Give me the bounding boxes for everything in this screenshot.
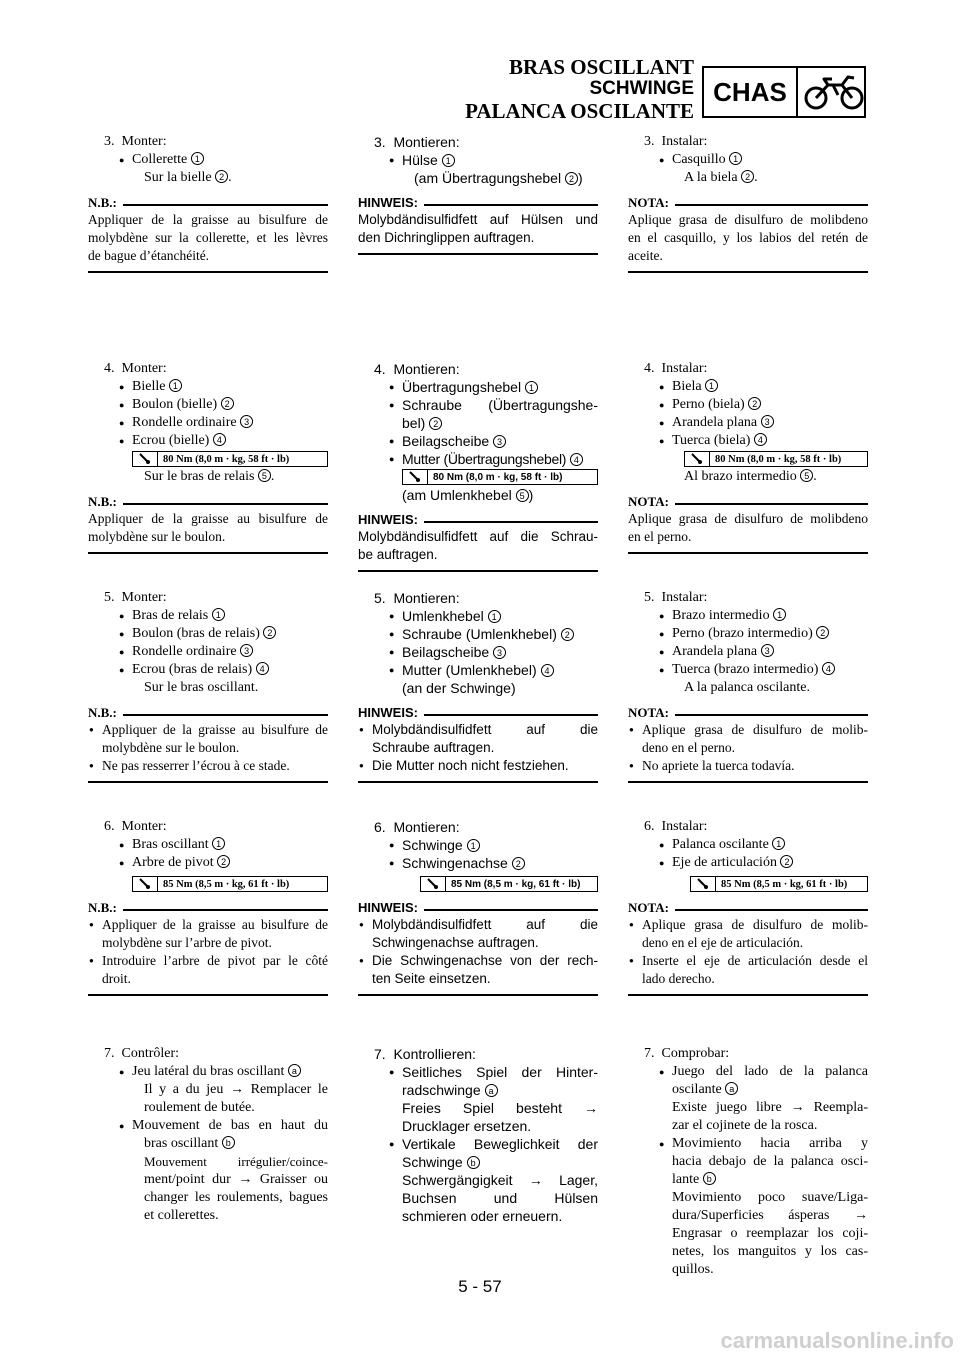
list-item: ● Ecrou (bielle) 4 (88, 432, 328, 450)
list-item: ● Casquillo 1 (628, 151, 868, 169)
note-box: NOTA: Aplique grasa de disulfuro de molibdeno en el perno. (628, 494, 868, 554)
list-item: ● Bielle 1 (88, 378, 328, 396)
torque-spec: 85 Nm (8,5 m · kg, 61 ft · lb) (420, 876, 598, 892)
list-subtext: (am Übertragungshebel 2 ) (414, 170, 583, 186)
badge-divider (796, 68, 798, 116)
list-subtext: Sur la bielle 2 . (144, 170, 232, 185)
list-item: ● Collerette 1 (88, 151, 328, 169)
wrench-icon (427, 878, 439, 890)
step-7-es: 7. Comprobar: ● Juego del lado de la palanca oscilante a Existe juego libre → Reempla- zar el cojinete de la rosca. ● Movimiento hacia arriba y hacia debajo de la palanca osci- lante b Movimiento poco suave/Liga- dura/Superficies ásperas → Engrasar o reemplazar los coji- netes, los manguitos y los cas- quillos. (628, 1045, 868, 1279)
list-item: ● Rondelle ordinaire 3 (88, 414, 328, 432)
step-heading: 3. Instalar: (644, 134, 708, 149)
wrench-icon (691, 453, 703, 465)
note-box: N.B.: Appliquer de la graisse au bisulfure de molybdène sur le boulon. (88, 494, 328, 554)
watermark: carmanualsonline.info (720, 1328, 954, 1353)
ref-1: 1 (191, 152, 204, 165)
note-box: HINWEIS: Molybdändisulfidfett auf Hülsen und den Dichringlippen auftragen. (358, 195, 598, 255)
list-item: ● Arandela plana 3 (628, 414, 868, 432)
step-7-fr: 7. Contrôler: ● Jeu latéral du bras oscillant a Il y a du jeu → Remplacer le roulement de butée. ● Mouvement de bas en haut du bras oscillant b Mouvement irrégulier/coince- ment/point dur → Graisser ou changer les roulements, bagues et collerettes. (88, 1045, 328, 1225)
step-5-fr (88, 589, 328, 783)
step-3-de (358, 133, 598, 255)
note-box: NOTA: Aplique grasa de disulfuro de molibdeno en el casquillo, y los labios del retén de aceite. (628, 195, 868, 273)
note-label: N.B.: (88, 195, 123, 211)
step-heading: 3. Montieren: (374, 134, 460, 150)
step-heading: 5. Montieren: (374, 590, 460, 606)
list-item: ● Perno (brazo intermedio) 2 (628, 625, 868, 643)
page-header (465, 56, 694, 122)
note-box: N.B.: ● Appliquer de la graisse au bisulfure de molybdène sur l’arbre de pivot. ● Introduire l’arbre de pivot par le côté droit. (88, 900, 328, 996)
step-heading: 6. Monter: (104, 819, 167, 834)
title-de: SCHWINGE (589, 78, 694, 99)
step-4-fr (88, 360, 328, 554)
step-4-es: 4. Instalar: ● Biela 1 ● Perno (biela) 2 ● Arandela plana 3 ● Tuerca (biela) 4 80 Nm (8,0 m · kg, 58 ft · lb) Al brazo intermedio 5 . NOTA: Aplique grasa de disulfuro de molibdeno en el perno. (628, 360, 868, 554)
list-item: ● Movimiento hacia arriba y (628, 1135, 868, 1153)
list-item: ● Tuerca (biela) 4 (628, 432, 868, 450)
torque-spec: 80 Nm (8,0 m · kg, 58 ft · lb) (402, 469, 598, 485)
step-heading: 5. Monter: (104, 590, 167, 605)
note-box: HINWEIS: ● Molybdändisulfidfett auf die Schwingenachse auftragen. ● Die Schwingenachse von der rech- ten Seite einsetzen. (358, 900, 598, 996)
section-badge (702, 66, 866, 118)
list-subtext: Sur le bras de relais 5 . (144, 469, 275, 484)
list-item: ● Eje de articulación 2 (628, 854, 868, 872)
title-es: PALANCA OSCILANTE (465, 99, 694, 123)
torque-spec: 85 Nm (8,5 m · kg, 61 ft · lb) (132, 876, 328, 892)
list-item: ● Tuerca (brazo intermedio) 4 (628, 661, 868, 679)
list-item: ● Rondelle ordinaire 3 (88, 643, 328, 661)
step-heading: 4. Montieren: (374, 361, 460, 377)
step-heading: 5. Instalar: (644, 590, 708, 605)
list-subtext: (an der Schwinge) (402, 680, 516, 696)
step-heading: 6. Instalar: (644, 819, 708, 834)
list-item: ● Biela 1 (628, 378, 868, 396)
list-item: ● Seitliches Spiel der Hinter- (358, 1063, 598, 1081)
step-heading: 4. Instalar: (644, 361, 708, 376)
torque-spec: 80 Nm (8,0 m · kg, 58 ft · lb) (132, 451, 328, 467)
wrench-icon (697, 878, 709, 890)
step-heading: 6. Montieren: (374, 819, 460, 835)
ref-2: 2 (215, 170, 228, 183)
step-heading: 7. Kontrollieren: (374, 1046, 476, 1062)
step-6-fr (88, 818, 328, 996)
step-3-fr (88, 133, 328, 273)
list-item: ● Perno (biela) 2 (628, 396, 868, 414)
wrench-icon (409, 471, 421, 483)
list-subtext: Sur le bras oscillant. (144, 680, 259, 695)
section-code: CHAS (713, 77, 787, 107)
step-6-es (628, 818, 868, 996)
step-heading: 3. Monter: (104, 134, 167, 149)
list-item: ● Hülse 1 (358, 151, 598, 169)
list-item: ● Schraube (Übertragungshe- (358, 396, 598, 414)
list-item: ● Bras oscillant 1 (88, 836, 328, 854)
list-item: ● Bras de relais 1 (88, 607, 328, 625)
step-heading: 7. Comprobar: (644, 1046, 730, 1061)
step-heading: 4. Monter: (104, 361, 167, 376)
list-item: ● Mouvement de bas en haut du (88, 1117, 328, 1135)
list-item: ● Ecrou (bras de relais) 4 (88, 661, 328, 679)
list-item: ● Umlenkhebel 1 (358, 607, 598, 625)
note-box: N.B.: Appliquer de la graisse au bisulfure de molybdène sur la collerette, et les lèvres de bague d’étanchéité. (88, 195, 328, 273)
list-item: ● Mutter (Umlenkhebel) 4 (358, 661, 598, 679)
torque-spec: 80 Nm (8,0 m · kg, 58 ft · lb) (684, 451, 868, 467)
note-box: HINWEIS: ● Molybdändisulfidfett auf die Schraube auftragen. ● Die Mutter noch nicht festziehen. (358, 705, 598, 783)
list-item: ● Schwingenachse 2 (358, 854, 598, 872)
step-6-de (358, 818, 598, 996)
step-7-de: 7. Kontrollieren: ● Seitliches Spiel der Hinter- radschwinge a Freies Spiel besteht → Drucklager ersetzen. ● Vertikale Beweglichkeit der Schwinge b Schwergängigkeit → Lager, Buchsen und Hülsen schmieren oder erneuern. (358, 1045, 598, 1225)
step-5-de (358, 589, 598, 783)
list-item: ● Boulon (bras de relais) 2 (88, 625, 328, 643)
list-item: ● Beilagscheibe 3 (358, 432, 598, 450)
list-item: ● Übertragungshebel 1 (358, 378, 598, 396)
torque-spec: 85 Nm (8,5 m · kg, 61 ft · lb) (690, 876, 868, 892)
list-item: ● Schwinge 1 (358, 836, 598, 854)
list-item: ● Boulon (bielle) 2 (88, 396, 328, 414)
list-item: ● Arandela plana 3 (628, 643, 868, 661)
note-box: NOTA: ● Aplique grasa de disulfuro de molib- deno en el perno. ● No apriete la tuerca todavía. (628, 705, 868, 783)
note-box: HINWEIS: Molybdändisulfidfett auf die Schrau- be auftragen. (358, 512, 598, 572)
step-4-de: 4. Montieren: ● Übertragungshebel 1 ● Schraube (Übertragungshe- bel) 2 ● Beilagscheibe 3 ● Mutter (Übertragungshebel) 4 80 Nm (8,0 m · kg, 58 ft · lb) (am Umlenkhebel 5 ) HINWEIS: Molybdändisulfidfett auf die Schrau- be auftragen. (358, 360, 598, 572)
list-item: ● Beilagscheibe 3 (358, 643, 598, 661)
motorcycle-icon (802, 71, 866, 113)
step-5-es: 5. Instalar: ● Brazo intermedio 1 ● Perno (brazo intermedio) 2 ● Arandela plana 3 ● Tuerca (brazo intermedio) 4 A la palanca oscilante. NOTA: ● Aplique grasa de disulfuro de molib- deno en el perno. ● No apriete la tuerca todavía. (628, 589, 868, 783)
note-box: NOTA: ● Aplique grasa de disulfuro de molib- deno en el eje de articulación. ● Inserte el eje de articulación desde el lado derecho. (628, 900, 868, 996)
list-item: ● Jeu latéral du bras oscillant a (88, 1063, 328, 1081)
step-3-es: 3. Instalar: ● Casquillo 1 A la biela 2 . NOTA: Aplique grasa de disulfuro de molibdeno en el casquillo, y los labios del retén de aceite. (628, 133, 868, 273)
title-fr: BRAS OSCILLANT (509, 55, 694, 79)
list-item: ● Arbre de pivot 2 (88, 854, 328, 872)
note-box: N.B.: ● Appliquer de la graisse au bisulfure de molybdène sur le boulon. ● Ne pas resserrer l’écrou à ce stade. (88, 705, 328, 783)
page-number: 5 - 57 (458, 1277, 502, 1296)
list-item: ● Vertikale Beweglichkeit der (358, 1135, 598, 1153)
step-heading: 7. Contrôler: (104, 1046, 180, 1061)
list-item: ● Juego del lado de la palanca (628, 1063, 868, 1081)
list-item: ● Schraube (Umlenkhebel) 2 (358, 625, 598, 643)
wrench-icon (139, 878, 151, 890)
list-item: ● Mutter (Übertragungshebel) 4 (358, 450, 598, 468)
wrench-icon (139, 453, 151, 465)
list-item: ● Brazo intermedio 1 (628, 607, 868, 625)
list-item: ● Palanca oscilante 1 (628, 836, 868, 854)
